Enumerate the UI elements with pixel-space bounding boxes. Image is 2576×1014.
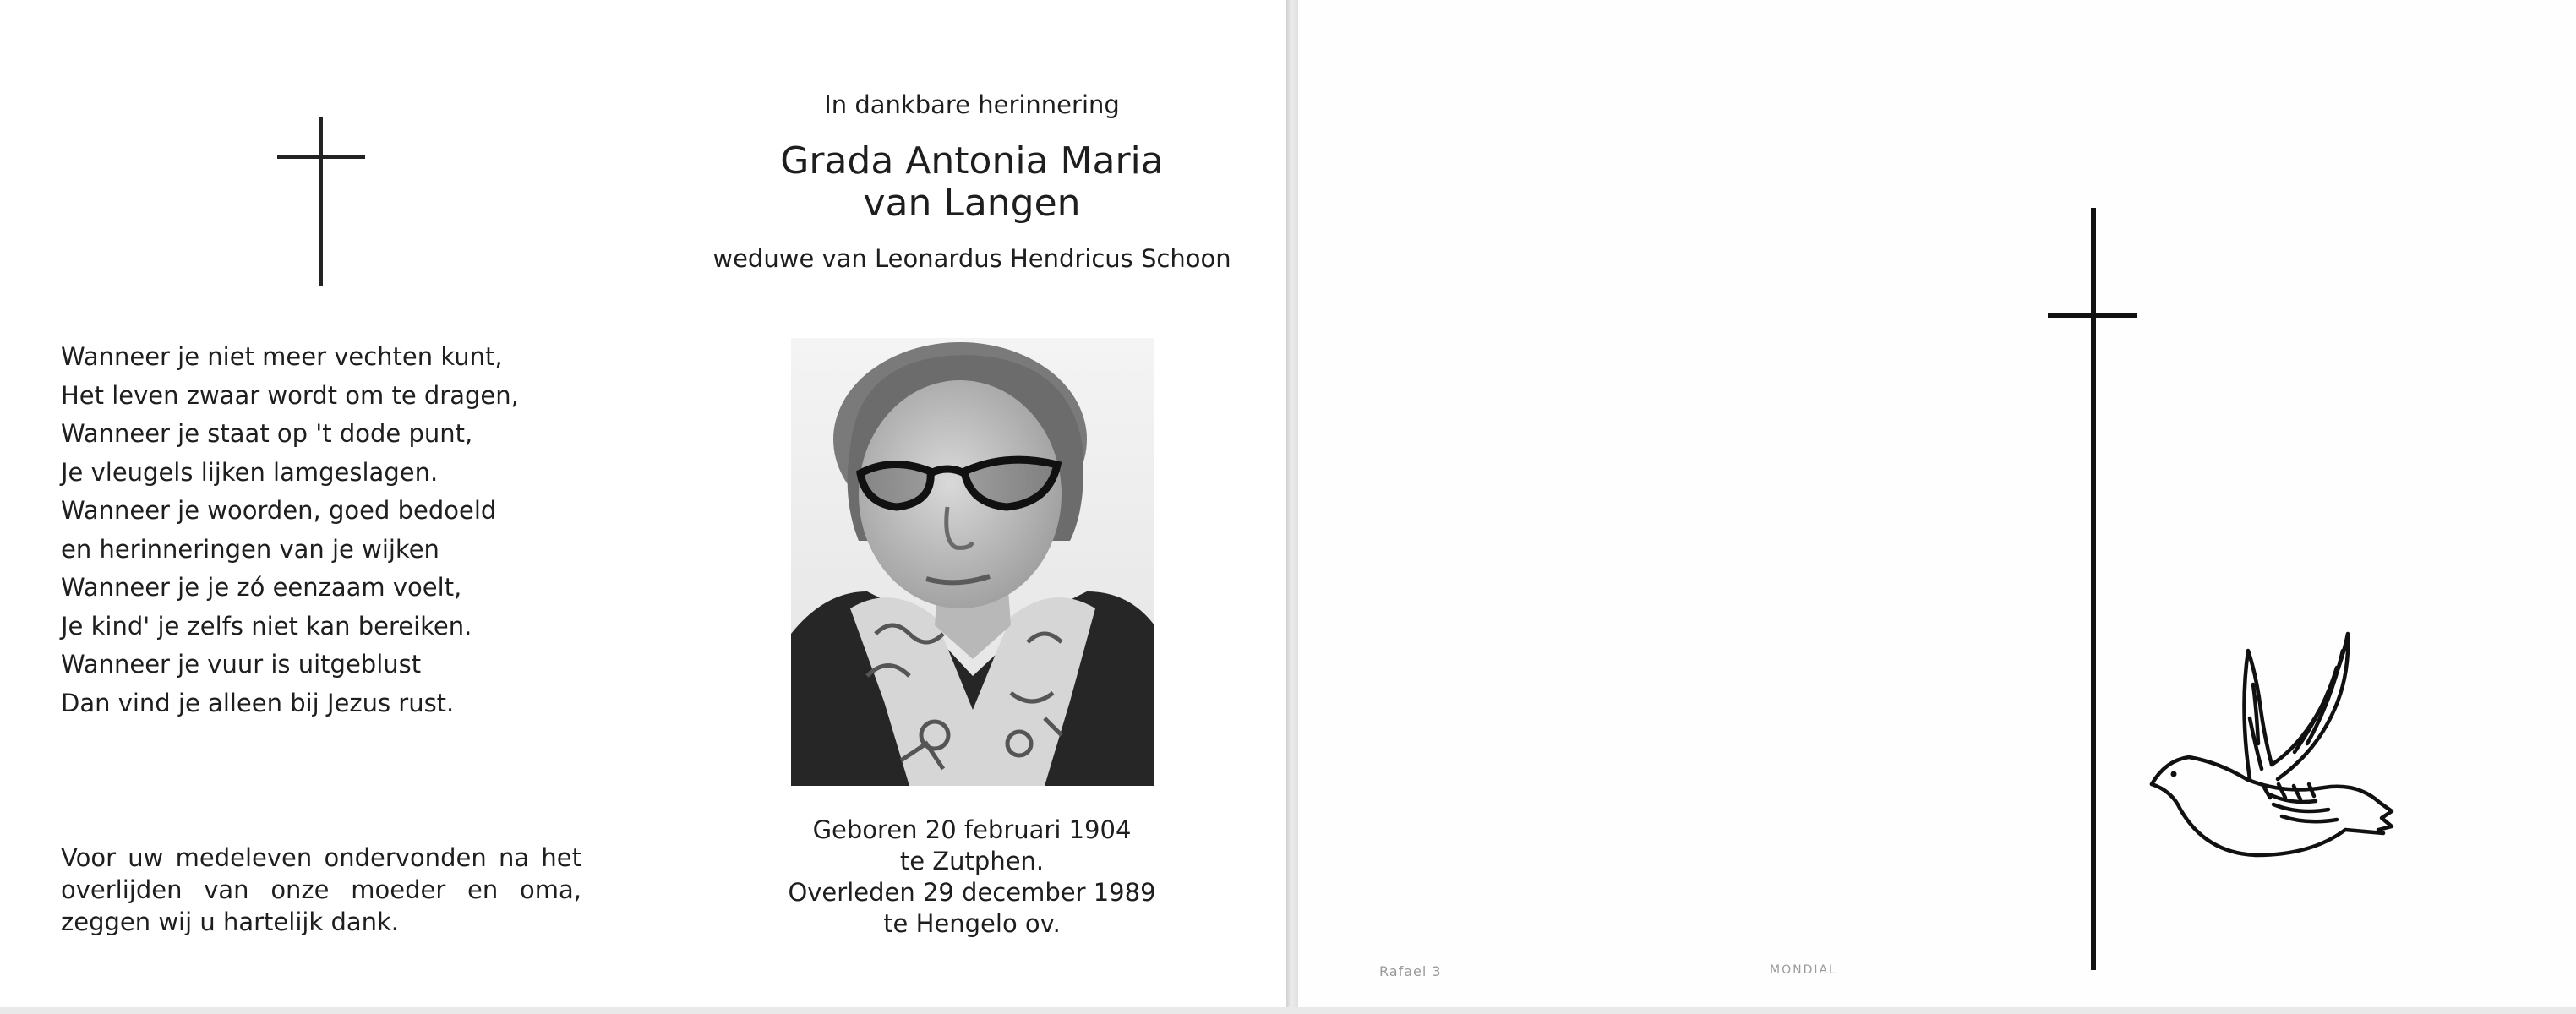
word: uw <box>128 843 164 872</box>
word: onze <box>270 875 330 904</box>
death-place: te Hengelo ov. <box>883 909 1061 938</box>
birth-date: Geboren 20 februari 1904 <box>812 815 1132 844</box>
word: ondervonden <box>324 843 487 872</box>
poem-line: Wanneer je staat op 't dode punt, <box>61 419 473 448</box>
poem-line: Wanneer je je zó eenzaam voelt, <box>61 573 462 602</box>
life-dates <box>676 815 1268 940</box>
word: medeleven <box>175 843 313 872</box>
word: oma, <box>520 875 581 904</box>
poem-line: en herinneringen van je wijken <box>61 534 439 564</box>
word: van <box>204 875 249 904</box>
card-bottom-edge <box>0 1007 2576 1014</box>
thank-you-line <box>61 842 581 874</box>
thank-you-line <box>61 906 581 938</box>
word: overlijden <box>61 875 183 904</box>
printer-brand: MONDIAL <box>1770 963 1837 977</box>
deceased-name <box>676 140 1268 225</box>
poem-line: Wanneer je niet meer vechten kunt, <box>61 342 503 371</box>
word: Voor <box>61 843 116 872</box>
widow-of-text: weduwe van Leonardus Hendricus Schoon <box>712 244 1231 273</box>
poem <box>61 338 602 722</box>
poem-line: Dan vind je alleen bij Jezus rust. <box>61 688 455 717</box>
card-inner-left <box>0 0 1287 1007</box>
poem-line: Je vleugels lijken lamgeslagen. <box>61 457 439 487</box>
thank-you-line <box>61 874 581 906</box>
portrait-photo <box>791 338 1154 786</box>
word: zeggen wij u hartelijk dank. <box>61 908 400 936</box>
birth-place: te Zutphen. <box>899 847 1045 875</box>
cross-icon <box>277 117 365 286</box>
dove-icon <box>2113 583 2400 870</box>
word: na <box>498 843 530 872</box>
name-line: van Langen <box>863 182 1081 225</box>
poem-line: Wanneer je vuur is uitgeblust <box>61 650 422 679</box>
death-date: Overleden 29 december 1989 <box>788 878 1156 907</box>
word: moeder <box>351 875 446 904</box>
thank-you-note <box>61 842 581 938</box>
printer-mark: Rafael 3 <box>1379 963 1442 979</box>
name-line: Grada Antonia Maria <box>780 139 1164 183</box>
portrait-illustration <box>791 338 1154 786</box>
poem-line: Je kind' je zelfs niet kan bereiken. <box>61 611 472 641</box>
card-fold <box>1286 0 1298 1014</box>
word: en <box>467 875 499 904</box>
poem-line: Het leven zwaar wordt om te dragen, <box>61 380 519 410</box>
intro-text: In dankbare herinnering <box>824 90 1120 119</box>
poem-line: Wanneer je woorden, goed bedoeld <box>61 496 497 525</box>
word: het <box>541 843 581 872</box>
